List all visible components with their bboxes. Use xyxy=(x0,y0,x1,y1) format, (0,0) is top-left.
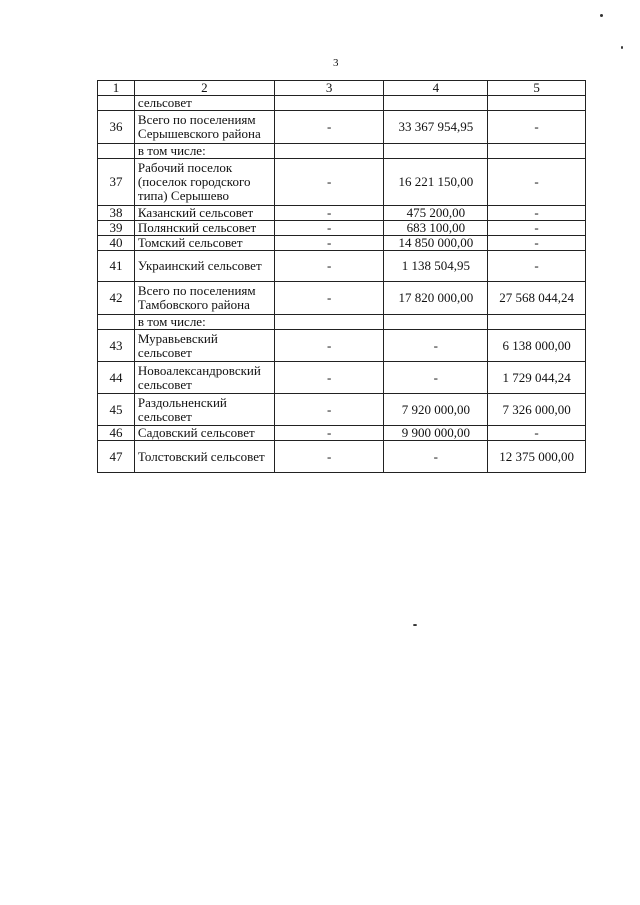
table-header-row xyxy=(98,81,586,96)
settlement-name-cell: Казанский сельсовет xyxy=(134,206,274,221)
column-4-cell: 9 900 000,00 xyxy=(384,426,488,441)
scan-speck xyxy=(413,624,417,626)
column-4-cell xyxy=(384,315,488,330)
column-4-cell: 7 920 000,00 xyxy=(384,394,488,426)
column-3-cell: - xyxy=(274,236,384,251)
settlement-name-cell: Раздольненский сельсовет xyxy=(134,394,274,426)
column-3-cell: - xyxy=(274,206,384,221)
settlement-name-cell: Муравьевский сельсовет xyxy=(134,330,274,362)
settlement-name-cell: Томский сельсовет xyxy=(134,236,274,251)
column-5-cell: 12 375 000,00 xyxy=(488,441,586,473)
table-row xyxy=(98,330,586,362)
row-number-cell: 39 xyxy=(98,221,135,236)
table-row xyxy=(98,221,586,236)
column-5-cell xyxy=(488,315,586,330)
row-number-cell: 42 xyxy=(98,282,135,315)
row-number-cell: 43 xyxy=(98,330,135,362)
table-row xyxy=(98,159,586,206)
table-row xyxy=(98,236,586,251)
column-3-cell: - xyxy=(274,111,384,144)
header-cell: 1 xyxy=(98,81,135,96)
budget-table xyxy=(97,80,586,473)
column-3-cell xyxy=(274,144,384,159)
header-cell: 2 xyxy=(134,81,274,96)
row-number-cell: 38 xyxy=(98,206,135,221)
row-number-cell: 36 xyxy=(98,111,135,144)
table-row xyxy=(98,144,586,159)
row-number-cell: 40 xyxy=(98,236,135,251)
settlement-name-cell: Всего по поселениям Тамбовского района xyxy=(134,282,274,315)
column-5-cell: - xyxy=(488,111,586,144)
column-3-cell: - xyxy=(274,221,384,236)
table-row xyxy=(98,441,586,473)
row-number-cell: 44 xyxy=(98,362,135,394)
table-row xyxy=(98,362,586,394)
column-4-cell xyxy=(384,144,488,159)
column-3-cell: - xyxy=(274,362,384,394)
column-4-cell: 1 138 504,95 xyxy=(384,251,488,282)
column-3-cell: - xyxy=(274,251,384,282)
column-5-cell: 1 729 044,24 xyxy=(488,362,586,394)
settlement-name-cell: в том числе: xyxy=(134,315,274,330)
column-5-cell: - xyxy=(488,206,586,221)
column-4-cell: 14 850 000,00 xyxy=(384,236,488,251)
settlement-name-cell: Новоалександровский сельсовет xyxy=(134,362,274,394)
column-3-cell: - xyxy=(274,394,384,426)
row-number-cell: 37 xyxy=(98,159,135,206)
header-cell: 4 xyxy=(384,81,488,96)
column-3-cell: - xyxy=(274,426,384,441)
row-number-cell xyxy=(98,315,135,330)
column-4-cell: 475 200,00 xyxy=(384,206,488,221)
column-5-cell xyxy=(488,144,586,159)
settlement-name-cell: Всего по поселениям Серышевского района xyxy=(134,111,274,144)
column-3-cell: - xyxy=(274,159,384,206)
settlement-name-cell: Рабочий поселок (поселок городского типа) Серышево xyxy=(134,159,274,206)
settlement-name-cell: Украинский сельсовет xyxy=(134,251,274,282)
column-3-cell: - xyxy=(274,441,384,473)
column-4-cell: - xyxy=(384,362,488,394)
row-number-cell: 41 xyxy=(98,251,135,282)
column-4-cell xyxy=(384,96,488,111)
table-row xyxy=(98,394,586,426)
table-row xyxy=(98,206,586,221)
table-row xyxy=(98,315,586,330)
column-5-cell: - xyxy=(488,221,586,236)
column-5-cell: - xyxy=(488,251,586,282)
scan-speck xyxy=(600,14,603,17)
table-row xyxy=(98,426,586,441)
column-4-cell: 16 221 150,00 xyxy=(384,159,488,206)
column-3-cell: - xyxy=(274,282,384,315)
settlement-name-cell: Полянский сельсовет xyxy=(134,221,274,236)
column-3-cell xyxy=(274,315,384,330)
row-number-cell xyxy=(98,96,135,111)
column-5-cell: - xyxy=(488,159,586,206)
table-row xyxy=(98,111,586,144)
column-3-cell: - xyxy=(274,330,384,362)
table-row xyxy=(98,282,586,315)
settlement-name-cell: Садовский сельсовет xyxy=(134,426,274,441)
column-3-cell xyxy=(274,96,384,111)
settlement-name-cell: в том числе: xyxy=(134,144,274,159)
row-number-cell: 47 xyxy=(98,441,135,473)
row-number-cell xyxy=(98,144,135,159)
table-row xyxy=(98,96,586,111)
page-number: 3 xyxy=(333,57,339,69)
header-cell: 3 xyxy=(274,81,384,96)
column-5-cell: 27 568 044,24 xyxy=(488,282,586,315)
row-number-cell: 46 xyxy=(98,426,135,441)
column-5-cell: 7 326 000,00 xyxy=(488,394,586,426)
scan-speck xyxy=(621,46,623,49)
settlement-name-cell: Толстовский сельсовет xyxy=(134,441,274,473)
column-4-cell: 683 100,00 xyxy=(384,221,488,236)
table-row xyxy=(98,251,586,282)
column-4-cell: 17 820 000,00 xyxy=(384,282,488,315)
column-4-cell: 33 367 954,95 xyxy=(384,111,488,144)
column-5-cell: 6 138 000,00 xyxy=(488,330,586,362)
settlement-name-cell: сельсовет xyxy=(134,96,274,111)
column-5-cell: - xyxy=(488,236,586,251)
header-cell: 5 xyxy=(488,81,586,96)
row-number-cell: 45 xyxy=(98,394,135,426)
column-4-cell: - xyxy=(384,441,488,473)
column-5-cell: - xyxy=(488,426,586,441)
column-4-cell: - xyxy=(384,330,488,362)
column-5-cell xyxy=(488,96,586,111)
